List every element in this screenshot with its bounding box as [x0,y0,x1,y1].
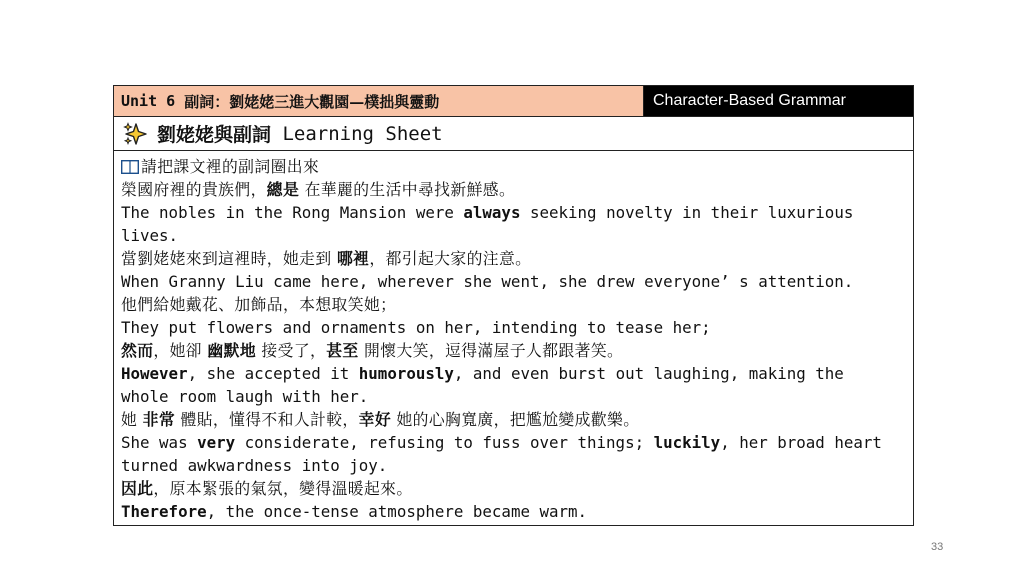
sentence-text: They put flowers and ornaments on her, intending to tease her; [121,318,711,337]
sentence-text: 體貼，懂得不和人計較， [175,410,359,429]
text-line [121,247,907,270]
sparkle-icon [123,122,147,146]
sheet-title-row [113,117,914,151]
unit-title-text: 副詞：劉姥姥三進大觀園—樸拙與靈動 [184,92,440,111]
sentence-text: 榮國府裡的貴族們， [121,180,267,199]
text-line [121,385,907,408]
text-line [121,500,907,523]
text-line [121,316,907,339]
sentence-text: , she accepted it [187,364,359,383]
sheet-body [113,151,914,526]
adverb: 然而 [121,341,154,360]
unit-prefix: Unit 6 [121,92,185,110]
sentence-text: , and even burst out laughing, making the [453,364,844,383]
adverb: 幸好 [358,410,392,429]
sentence-text: turned awkwardness into joy. [121,456,388,475]
adverb: 總是 [266,180,300,199]
sentence-text: ，她卻 [153,341,208,360]
sheet-title-zh: 劉姥姥與副詞 [157,124,272,146]
sentence-text: 他們給她戴花、加飾品，本想取笑她； [121,295,397,314]
instruction-text: 請把課文裡的副詞圈出來 [141,157,320,176]
text-line [121,293,907,316]
sentence-text: seeking novelty in their luxurious [520,203,854,222]
instruction-line [121,155,907,178]
sentence-text: ，原本緊張的氣氛，變得溫暖起來。 [153,479,413,498]
sentence-text: The nobles in the Rong Mansion were [121,203,464,222]
sentence-text: ，都引起大家的注意。 [369,249,532,268]
book-icon [121,160,139,174]
sentence-text: considerate, refusing to fuss over things; [235,433,654,452]
sentence-text: 她的心胸寬廣，把尷尬變成歡樂。 [391,410,640,429]
sentence-text: , her broad heart [720,433,882,452]
text-line [121,178,907,201]
text-line [121,431,907,454]
text-line [121,201,907,224]
adverb: 因此 [121,479,154,498]
text-line [121,408,907,431]
sentence-text: whole room laugh with her. [121,387,369,406]
adverb: 非常 [142,410,176,429]
page-number: 33 [931,541,944,553]
adverb: humorously [358,364,454,383]
sentence-text: 當劉姥姥來到這裡時，她走到 [121,249,337,268]
adverb: luckily [653,433,721,452]
sentence-text: lives. [121,226,179,245]
sentence-text: 開懷大笑，逗得滿屋子人都跟著笑。 [358,341,624,360]
text-line [121,362,907,385]
learning-sheet [113,85,914,526]
text-line [121,477,907,500]
sentence-text: 接受了， [256,341,327,360]
adverb: 甚至 [326,341,359,360]
sentence-text: 她 [121,410,143,429]
text-line [121,454,907,477]
adverb: However [121,364,188,383]
header-row [113,85,914,117]
text-line [121,339,907,362]
sheet-title-en: Learning Sheet [271,122,443,145]
adverb: 哪裡 [336,249,370,268]
adverb: Therefore [121,502,207,521]
sentence-text: , the once-tense atmosphere became warm. [206,502,588,521]
grammar-tag: Character-Based Grammar [644,86,913,116]
adverb: very [197,433,236,452]
text-line [121,270,907,293]
sentence-text: 在華麗的生活中尋找新鮮感。 [299,180,516,199]
text-lines [121,178,907,523]
adverb: always [463,203,521,222]
unit-title [114,86,644,116]
adverb: 幽默地 [207,341,257,360]
sentence-text: When Granny Liu came here, wherever she went, she drew everyone’ s attention. [121,272,854,291]
text-line [121,224,907,247]
sentence-text: She was [121,433,198,452]
